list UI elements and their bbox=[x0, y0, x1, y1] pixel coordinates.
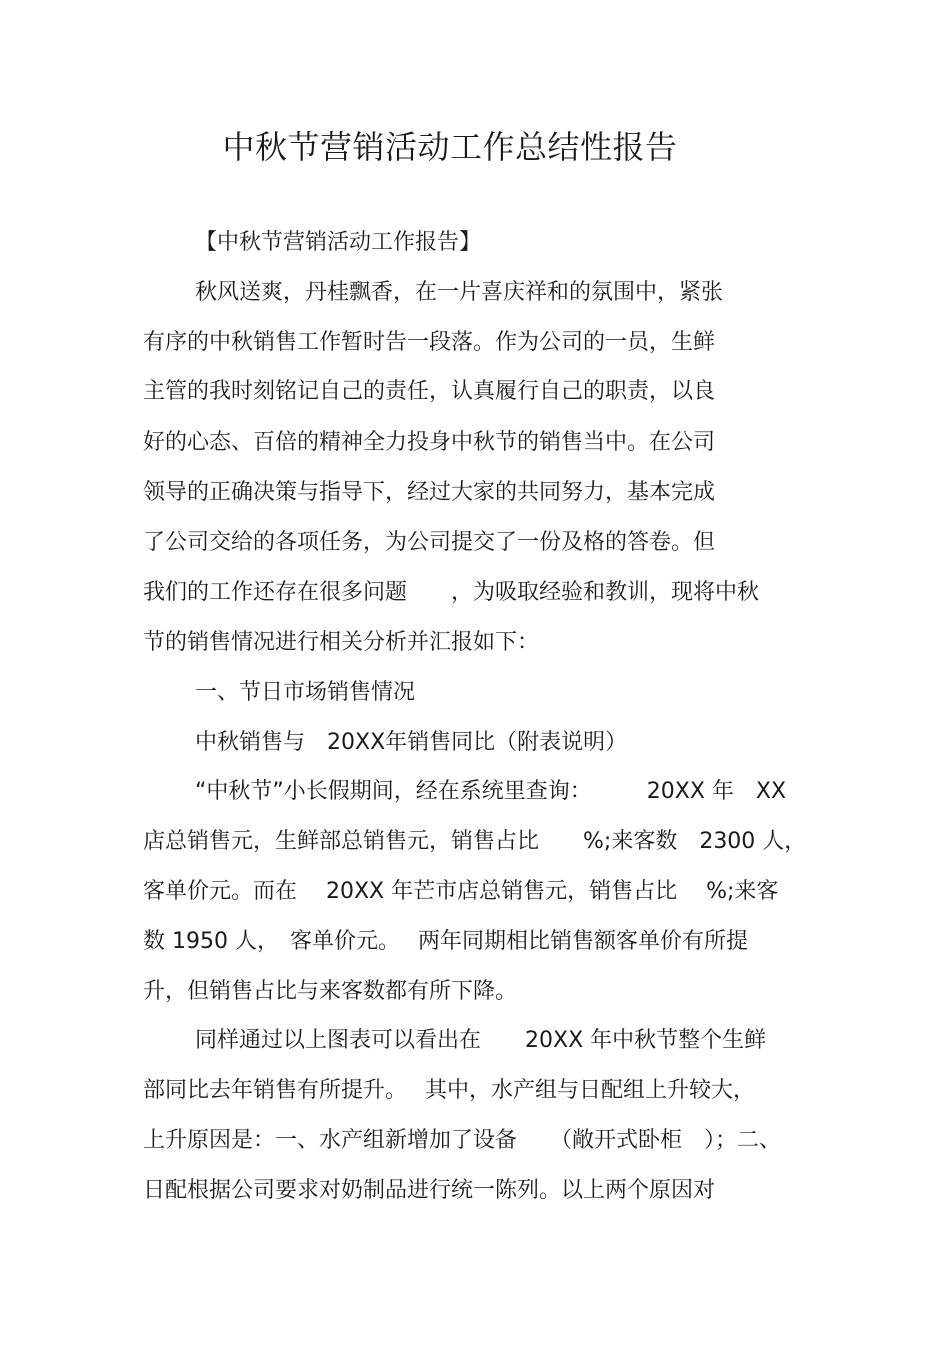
section-heading: 一、节日市场销售情况 bbox=[195, 680, 416, 705]
paragraph-line: 领导的正确决策与指导下，经过大家的共同努力，基本完成 bbox=[143, 480, 716, 505]
paragraph-line: 上升原因是：一、水产组新增加了设备 （敞开式卧柜 ）；二、 bbox=[143, 1128, 782, 1153]
report-heading: 【中秋节营销活动工作报告】 bbox=[195, 230, 482, 255]
paragraph-line: 数 1950 人， 客单价元。 两年同期相比销售额客单价有所提 bbox=[143, 929, 748, 954]
paragraph-line: 了公司交给的各项任务，为公司提交了一份及格的答卷。但 bbox=[143, 530, 716, 555]
paragraph-line: 升，但销售占比与来客数都有所下降。 bbox=[143, 979, 518, 1004]
paragraph-line: 我们的工作还存在很多问题 ，为吸取经验和教训，现将中秋 bbox=[143, 580, 760, 605]
paragraph-line: 好的心态、百倍的精神全力投身中秋节的销售当中。在公司 bbox=[143, 430, 716, 455]
paragraph-line: 主管的我时刻铭记自己的责任，认真履行自己的职责，以良 bbox=[143, 379, 716, 404]
paragraph-line: “中秋节”小长假期间，经在系统里查询： 20XX 年 XX bbox=[195, 779, 787, 804]
paragraph-line: 中秋销售与 20XX年销售同比（附表说明） bbox=[195, 730, 628, 755]
paragraph-line: 有序的中秋销售工作暂时告一段落。作为公司的一员，生鲜 bbox=[143, 330, 716, 355]
paragraph-line: 部同比去年销售有所提升。 其中，水产组与日配组上升较大， bbox=[143, 1078, 755, 1103]
paragraph-line: 客单价元。而在 20XX 年芒市店总销售元，销售占比 %;来客 bbox=[143, 879, 779, 904]
paragraph-line: 秋风送爽，丹桂飘香，在一片喜庆祥和的氛围中，紧张 bbox=[195, 280, 724, 305]
paragraph-line: 店总销售元，生鲜部总销售元，销售占比 %;来客数 2300 人， bbox=[143, 829, 807, 854]
paragraph-line: 日配根据公司要求对奶制品进行统一陈列。以上两个原因对 bbox=[143, 1178, 716, 1203]
document-title: 中秋节营销活动工作总结性报告 bbox=[222, 128, 678, 166]
paragraph-line: 节的销售情况进行相关分析并汇报如下： bbox=[143, 630, 540, 655]
paragraph-line: 同样通过以上图表可以看出在 20XX 年中秋节整个生鲜 bbox=[195, 1028, 767, 1053]
